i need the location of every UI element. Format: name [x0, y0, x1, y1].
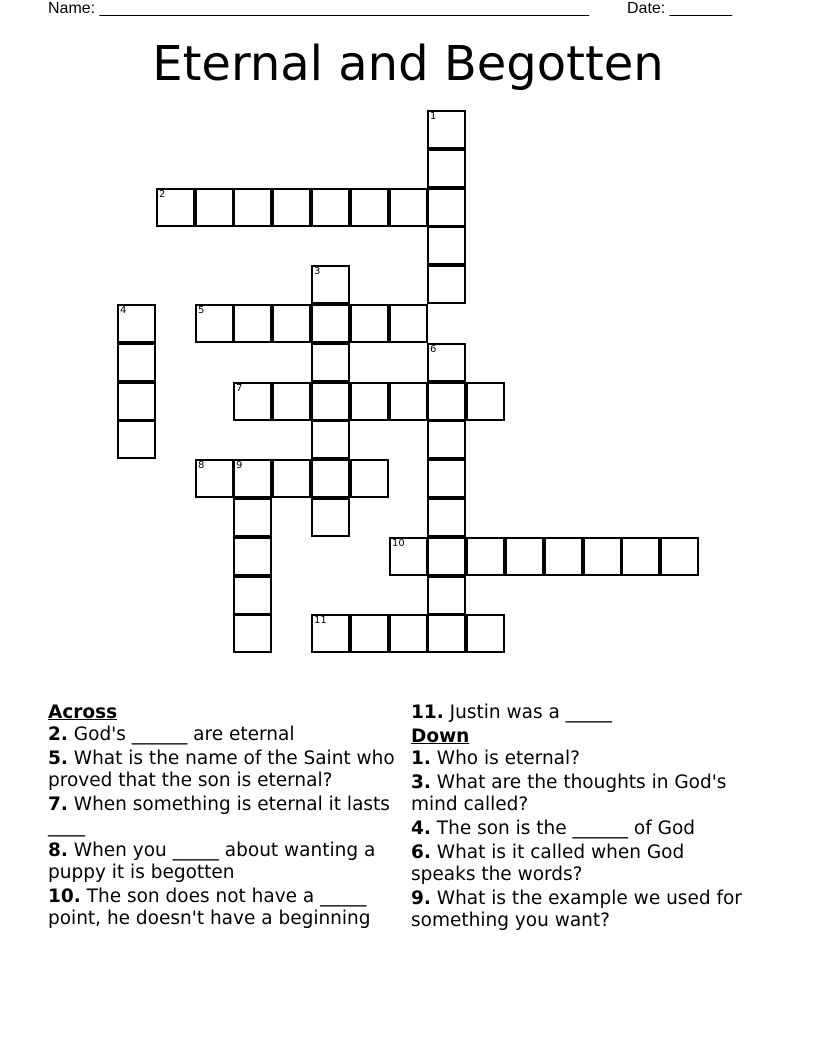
across-clue-2 — [48, 724, 398, 746]
crossword-cell[interactable] — [311, 382, 350, 421]
clue-text: God's ______ are eternal — [67, 724, 295, 745]
crossword-cell[interactable] — [272, 188, 311, 227]
crossword-cell[interactable] — [156, 188, 195, 227]
crossword-cell[interactable] — [233, 537, 272, 576]
crossword-cell[interactable] — [466, 614, 505, 653]
crossword-cell[interactable] — [311, 420, 350, 459]
cell-number: 6 — [430, 344, 437, 355]
cell-number: 2 — [159, 189, 166, 200]
crossword-cell[interactable] — [311, 343, 350, 382]
clue-number: 10. — [48, 886, 81, 907]
name-line[interactable]: Name: _______________________________________________________ — [48, 0, 589, 17]
across-clue-5 — [48, 748, 398, 792]
crossword-cell[interactable] — [350, 459, 389, 498]
crossword-cell[interactable] — [427, 614, 466, 653]
crossword-cell[interactable] — [233, 576, 272, 615]
clue-number: 6. — [411, 842, 431, 863]
crossword-cell[interactable] — [311, 498, 350, 537]
clue-text: Who is eternal? — [430, 748, 580, 769]
cell-number: 8 — [198, 460, 205, 471]
down-heading: Down — [411, 726, 470, 747]
crossword-cell[interactable] — [311, 188, 350, 227]
crossword-cell[interactable] — [427, 537, 466, 576]
crossword-cell[interactable] — [195, 188, 234, 227]
clue-number: 2. — [48, 724, 68, 745]
down-clue-3 — [411, 772, 751, 816]
crossword-cell[interactable] — [350, 614, 389, 653]
crossword-cell[interactable] — [233, 459, 272, 498]
clue-text: What is the example we used for something you want? — [411, 888, 742, 931]
clue-number: 11. — [411, 702, 444, 723]
crossword-cell[interactable] — [389, 537, 428, 576]
cell-number: 7 — [236, 383, 243, 394]
crossword-cell[interactable] — [583, 537, 622, 576]
crossword-cell[interactable] — [311, 614, 350, 653]
crossword-cell[interactable] — [427, 420, 466, 459]
crossword-cell[interactable] — [311, 304, 350, 343]
crossword-cell[interactable] — [233, 614, 272, 653]
crossword-cell[interactable] — [427, 149, 466, 188]
cell-number: 4 — [120, 305, 127, 316]
crossword-cell[interactable] — [272, 382, 311, 421]
across-clue-8 — [48, 840, 398, 884]
crossword-cell[interactable] — [466, 382, 505, 421]
crossword-cell[interactable] — [350, 188, 389, 227]
clue-number: 5. — [48, 748, 68, 769]
clue-text: Justin was a _____ — [443, 702, 612, 723]
crossword-cell[interactable] — [233, 382, 272, 421]
across-heading: Across — [48, 702, 118, 723]
cell-number: 11 — [314, 615, 327, 626]
down-clue-4 — [411, 818, 751, 840]
crossword-cell[interactable] — [427, 110, 466, 149]
crossword-cell[interactable] — [505, 537, 544, 576]
crossword-cell[interactable] — [117, 304, 156, 343]
date-line[interactable]: Date: _______ — [627, 0, 732, 17]
crossword-cell[interactable] — [272, 304, 311, 343]
clues-left-column — [48, 702, 398, 932]
clue-number: 3. — [411, 772, 431, 793]
crossword-cell[interactable] — [389, 188, 428, 227]
clue-number: 9. — [411, 888, 431, 909]
clue-number: 4. — [411, 818, 431, 839]
crossword-cell[interactable] — [195, 304, 234, 343]
down-clue-9 — [411, 888, 751, 932]
crossword-cell[interactable] — [427, 188, 466, 227]
down-clue-6 — [411, 842, 751, 886]
crossword-cell[interactable] — [233, 188, 272, 227]
across-clue-11 — [411, 702, 751, 724]
crossword-cell[interactable] — [311, 265, 350, 304]
crossword-cell[interactable] — [660, 537, 699, 576]
clue-text: What are the thoughts in God's mind called? — [411, 772, 727, 815]
crossword-cell[interactable] — [427, 498, 466, 537]
crossword-cell[interactable] — [427, 265, 466, 304]
crossword-cell[interactable] — [117, 343, 156, 382]
crossword-cell[interactable] — [389, 304, 428, 343]
crossword-cell[interactable] — [466, 537, 505, 576]
cell-number: 10 — [392, 538, 405, 549]
cell-number: 1 — [430, 111, 437, 122]
cell-number: 9 — [236, 460, 243, 471]
clue-number: 8. — [48, 840, 68, 861]
crossword-cell[interactable] — [427, 459, 466, 498]
crossword-cell[interactable] — [350, 304, 389, 343]
crossword-cell[interactable] — [117, 420, 156, 459]
crossword-cell[interactable] — [427, 226, 466, 265]
crossword-cell[interactable] — [389, 614, 428, 653]
page-title: Eternal and Begotten — [152, 36, 664, 92]
clues-right-column — [411, 702, 751, 934]
crossword-cell[interactable] — [427, 382, 466, 421]
crossword-cell[interactable] — [350, 382, 389, 421]
cell-number: 5 — [198, 305, 205, 316]
clue-text: The son does not have a _____ point, he doesn't have a beginning — [48, 886, 371, 929]
crossword-cell[interactable] — [389, 382, 428, 421]
crossword-cell[interactable] — [621, 537, 660, 576]
crossword-cell[interactable] — [427, 343, 466, 382]
clue-text: When you _____ about wanting a puppy it is begotten — [48, 840, 376, 883]
down-clue-1 — [411, 748, 751, 770]
crossword-cell[interactable] — [195, 459, 234, 498]
across-clue-7 — [48, 794, 398, 838]
clue-text: What is the name of the Saint who proved that the son is eternal? — [48, 748, 395, 791]
clue-text: What is it called when God speaks the words? — [411, 842, 685, 885]
across-clue-10 — [48, 886, 398, 930]
cell-number: 3 — [314, 266, 321, 277]
crossword-cell[interactable] — [233, 498, 272, 537]
crossword-cell[interactable] — [311, 459, 350, 498]
crossword-cell[interactable] — [427, 576, 466, 615]
crossword-cell[interactable] — [117, 382, 156, 421]
crossword-cell[interactable] — [272, 459, 311, 498]
clue-text: The son is the ______ of God — [430, 818, 696, 839]
clue-text: When something is eternal it lasts ____ — [48, 794, 390, 837]
clue-number: 7. — [48, 794, 68, 815]
crossword-cell[interactable] — [233, 304, 272, 343]
clue-number: 1. — [411, 748, 431, 769]
crossword-cell[interactable] — [544, 537, 583, 576]
